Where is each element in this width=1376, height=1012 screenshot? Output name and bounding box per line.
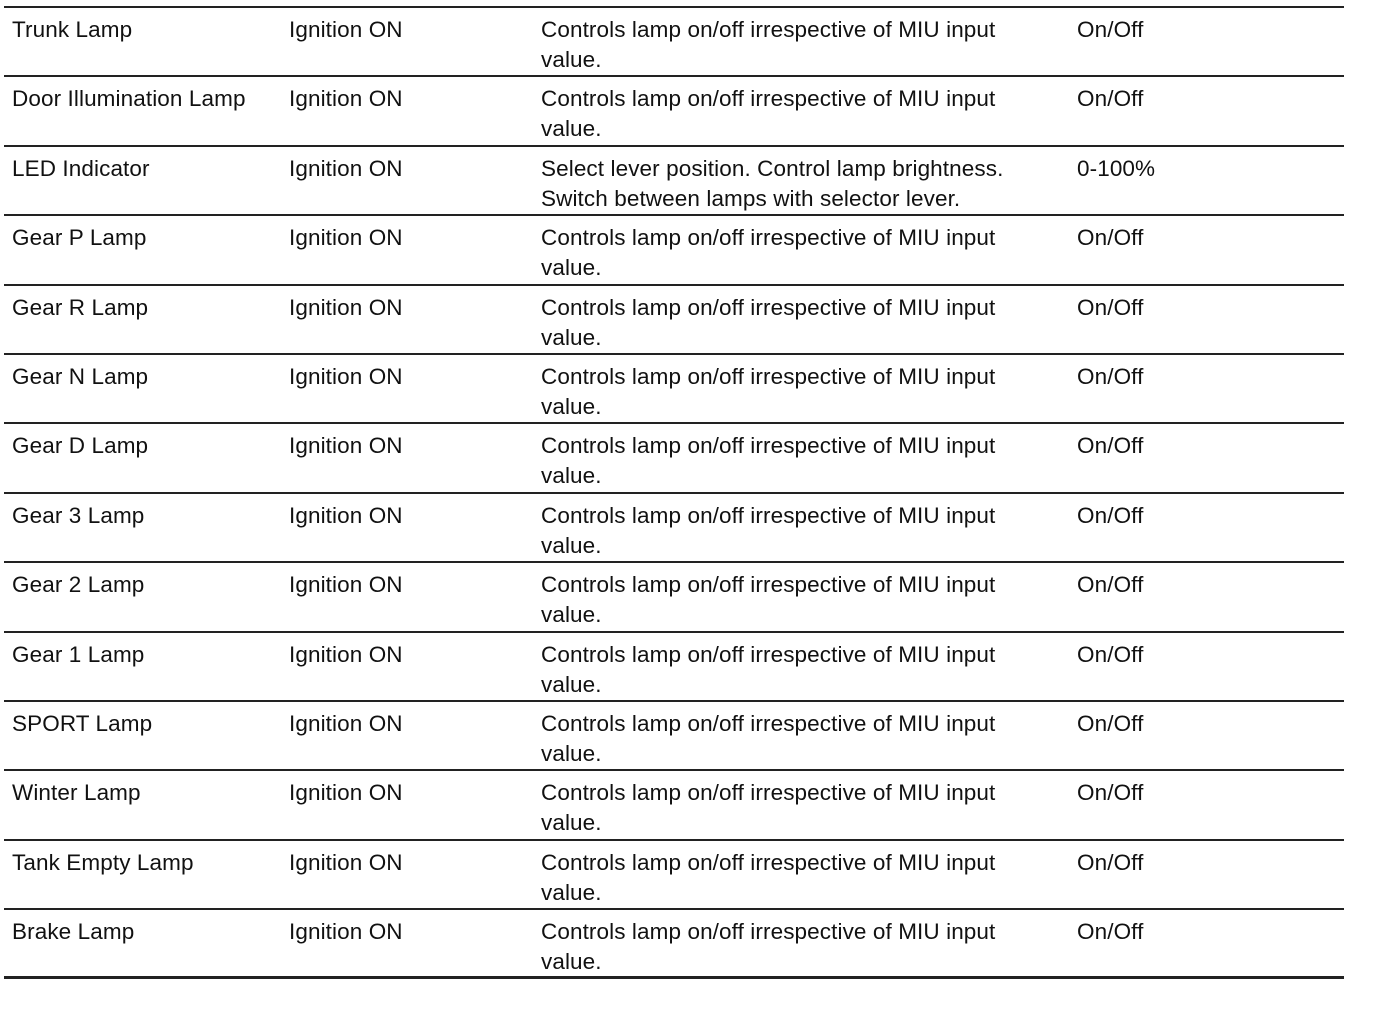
item-cell: SPORT Lamp — [12, 710, 153, 736]
description-cell: Controls lamp on/off irrespective of MIU input value. — [541, 86, 996, 142]
range-cell: On/Off — [1077, 433, 1144, 459]
item-cell: Gear P Lamp — [12, 225, 147, 251]
range-cell: On/Off — [1077, 363, 1144, 389]
item-cell: Gear 2 Lamp — [12, 572, 145, 598]
description-cell: Controls lamp on/off irrespective of MIU input value. — [541, 17, 996, 72]
item-cell: Brake Lamp — [12, 919, 135, 945]
item-cell: Tank Empty Lamp — [12, 849, 194, 875]
description-cell: Controls lamp on/off irrespective of MIU input value. — [541, 225, 996, 281]
table-row — [4, 8, 1344, 77]
item-cell: Gear R Lamp — [12, 294, 149, 320]
condition-cell: Ignition ON — [289, 86, 403, 112]
table-row — [4, 424, 1344, 493]
table-row — [4, 633, 1344, 702]
table-row — [4, 286, 1344, 355]
table-row — [4, 216, 1344, 285]
description-cell: Controls lamp on/off irrespective of MIU input value. — [541, 641, 996, 697]
item-cell: Gear 3 Lamp — [12, 502, 145, 528]
condition-cell: Ignition ON — [289, 710, 403, 736]
description-cell: Controls lamp on/off irrespective of MIU input value. — [541, 502, 996, 558]
description-cell: Controls lamp on/off irrespective of MIU input value. — [541, 433, 996, 489]
condition-cell: Ignition ON — [289, 502, 403, 528]
lamp-test-table — [4, 6, 1344, 979]
description-cell: Select lever position. Control lamp brightness. Switch between lamps with selector lever. — [541, 155, 1004, 211]
table-row — [4, 355, 1344, 424]
table-row — [4, 77, 1344, 146]
condition-cell: Ignition ON — [289, 155, 403, 181]
condition-cell: Ignition ON — [289, 641, 403, 667]
item-cell: Winter Lamp — [12, 780, 141, 806]
range-cell: On/Off — [1077, 849, 1144, 875]
table-row — [4, 563, 1344, 632]
range-cell: On/Off — [1077, 294, 1144, 320]
condition-cell: Ignition ON — [289, 849, 403, 875]
table-row — [4, 841, 1344, 910]
range-cell: On/Off — [1077, 710, 1144, 736]
range-cell: On/Off — [1077, 780, 1144, 806]
description-cell: Controls lamp on/off irrespective of MIU input value. — [541, 710, 996, 766]
range-cell: On/Off — [1077, 572, 1144, 598]
description-cell: Controls lamp on/off irrespective of MIU input value. — [541, 294, 996, 350]
description-cell: Controls lamp on/off irrespective of MIU input value. — [541, 572, 996, 628]
condition-cell: Ignition ON — [289, 433, 403, 459]
range-cell: 0-100% — [1077, 155, 1156, 181]
condition-cell: Ignition ON — [289, 363, 403, 389]
condition-cell: Ignition ON — [289, 780, 403, 806]
range-cell: On/Off — [1077, 225, 1144, 251]
description-cell: Controls lamp on/off irrespective of MIU input value. — [541, 363, 996, 419]
description-cell: Controls lamp on/off irrespective of MIU input value. — [541, 849, 996, 905]
condition-cell: Ignition ON — [289, 572, 403, 598]
table-row — [4, 702, 1344, 771]
table-row — [4, 147, 1344, 216]
range-cell: On/Off — [1077, 86, 1144, 112]
range-cell: On/Off — [1077, 919, 1144, 945]
table-row — [4, 494, 1344, 563]
range-cell: On/Off — [1077, 641, 1144, 667]
item-cell: Door Illumination Lamp — [12, 86, 246, 112]
condition-cell: Ignition ON — [289, 225, 403, 251]
description-cell: Controls lamp on/off irrespective of MIU input value. — [541, 919, 996, 975]
item-cell: Gear N Lamp — [12, 363, 149, 389]
item-cell: Gear D Lamp — [12, 433, 149, 459]
condition-cell: Ignition ON — [289, 294, 403, 320]
description-cell: Controls lamp on/off irrespective of MIU input value. — [541, 780, 996, 836]
table-row — [4, 771, 1344, 840]
range-cell: On/Off — [1077, 502, 1144, 528]
item-cell: LED Indicator — [12, 155, 150, 181]
item-cell: Gear 1 Lamp — [12, 641, 145, 667]
condition-cell: Ignition ON — [289, 919, 403, 945]
item-cell: Trunk Lamp — [12, 17, 133, 42]
table-row — [4, 910, 1344, 979]
condition-cell: Ignition ON — [289, 17, 403, 42]
range-cell: On/Off — [1077, 17, 1144, 42]
